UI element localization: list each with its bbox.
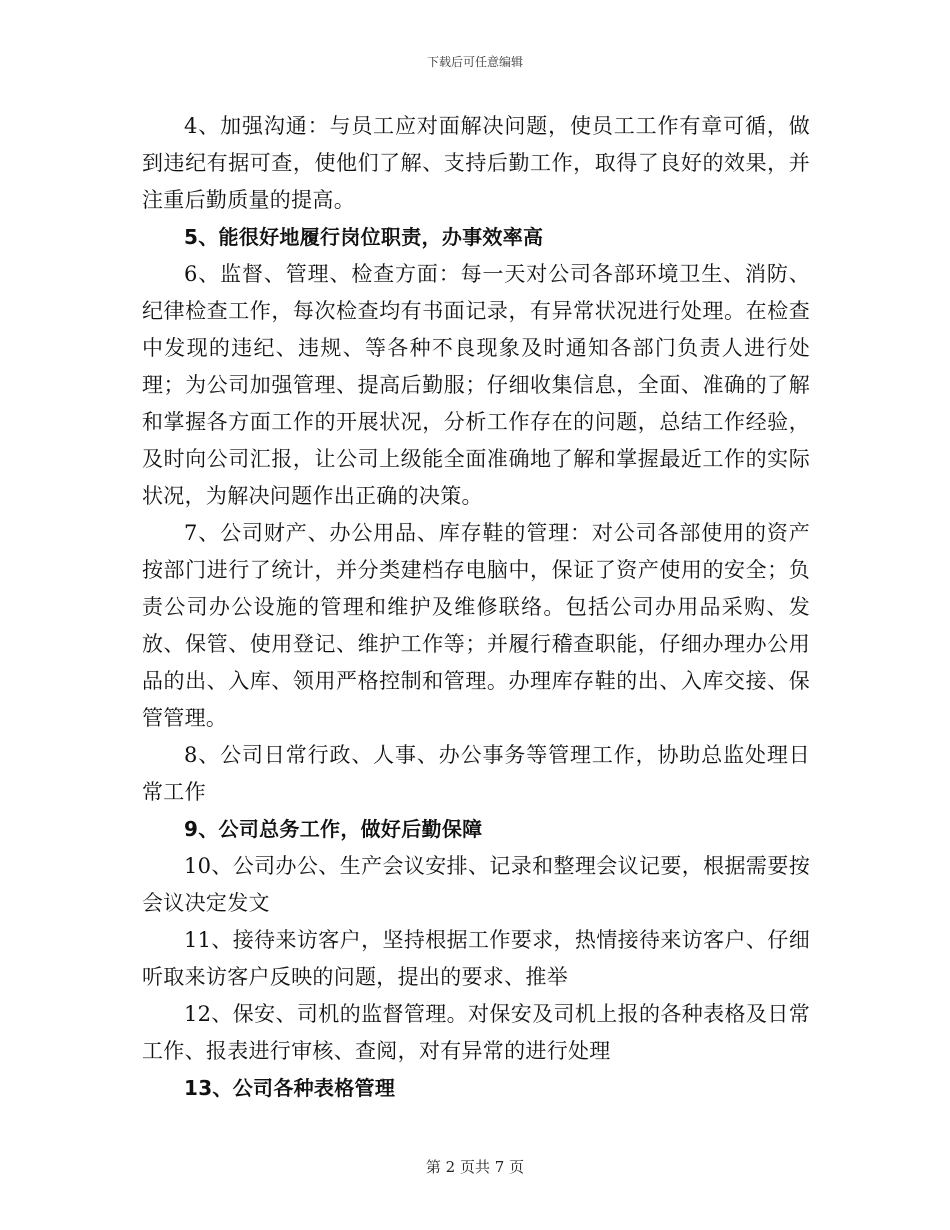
paragraph-item-10: 10、公司办公、生产会议安排、记录和整理会议记要，根据需要按会议决定发文: [142, 854, 810, 915]
page-header: 下载后可任意编辑: [426, 55, 523, 69]
paragraph-item-12: 12、保安、司机的监督管理。对保安及司机上报的各种表格及日常工作、报表进行审核、查阅，对有异常的进行处理: [142, 1002, 810, 1063]
document-body: [142, 108, 810, 1107]
section-heading-5: 5、能很好地履行岗位职责，办事效率高: [184, 225, 544, 249]
paragraph-item-8: 8、公司日常行政、人事、办公事务等管理工作，协助总监处理日常工作: [142, 743, 810, 804]
paragraph-item-11: 11、接待来访客户，坚持根据工作要求，热情接待来访客户、仔细听取来访客户反映的问题，提出的要求、推举: [142, 928, 810, 989]
paragraph-item-7: 7、公司财产、办公用品、库存鞋的管理：对公司各部使用的资产按部门进行了统计，并分类建档存电脑中，保证了资产使用的安全；负责公司办公设施的管理和维护及维修联络。包括公司办用品采购、发放、保管、使用登记、维护工作等；并履行稽查职能，仔细办理办公用品的出、入库、领用严格控制和管理。办理库存鞋的出、入库交接、保管管理。: [142, 521, 810, 730]
page-footer: 第 2 页共 7 页: [425, 1158, 525, 1176]
paragraph-item-4: 4、加强沟通：与员工应对面解决问题，使员工工作有章可循，做到违纪有据可查，使他们了解、支持后勤工作，取得了良好的效果，并注重后勤质量的提高。: [142, 114, 810, 212]
section-heading-13: 13、公司各种表格管理: [184, 1076, 396, 1100]
section-heading-9: 9、公司总务工作，做好后勤保障: [184, 817, 483, 841]
paragraph-item-6: 6、监督、管理、检查方面：每一天对公司各部环境卫生、消防、纪律检查工作，每次检查均有书面记录，有异常状况进行处理。在检查中发现的违纪、违规、等各种不良现象及时通知各部门负责人进行处理；为公司加强管理、提高后勤服；仔细收集信息，全面、准确的了解和掌握各方面工作的开展状况，分析工作存在的问题，总结工作经验，及时向公司汇报，让公司上级能全面准确地了解和掌握最近工作的实际状况，为解决问题作出正确的决策。: [142, 262, 810, 508]
